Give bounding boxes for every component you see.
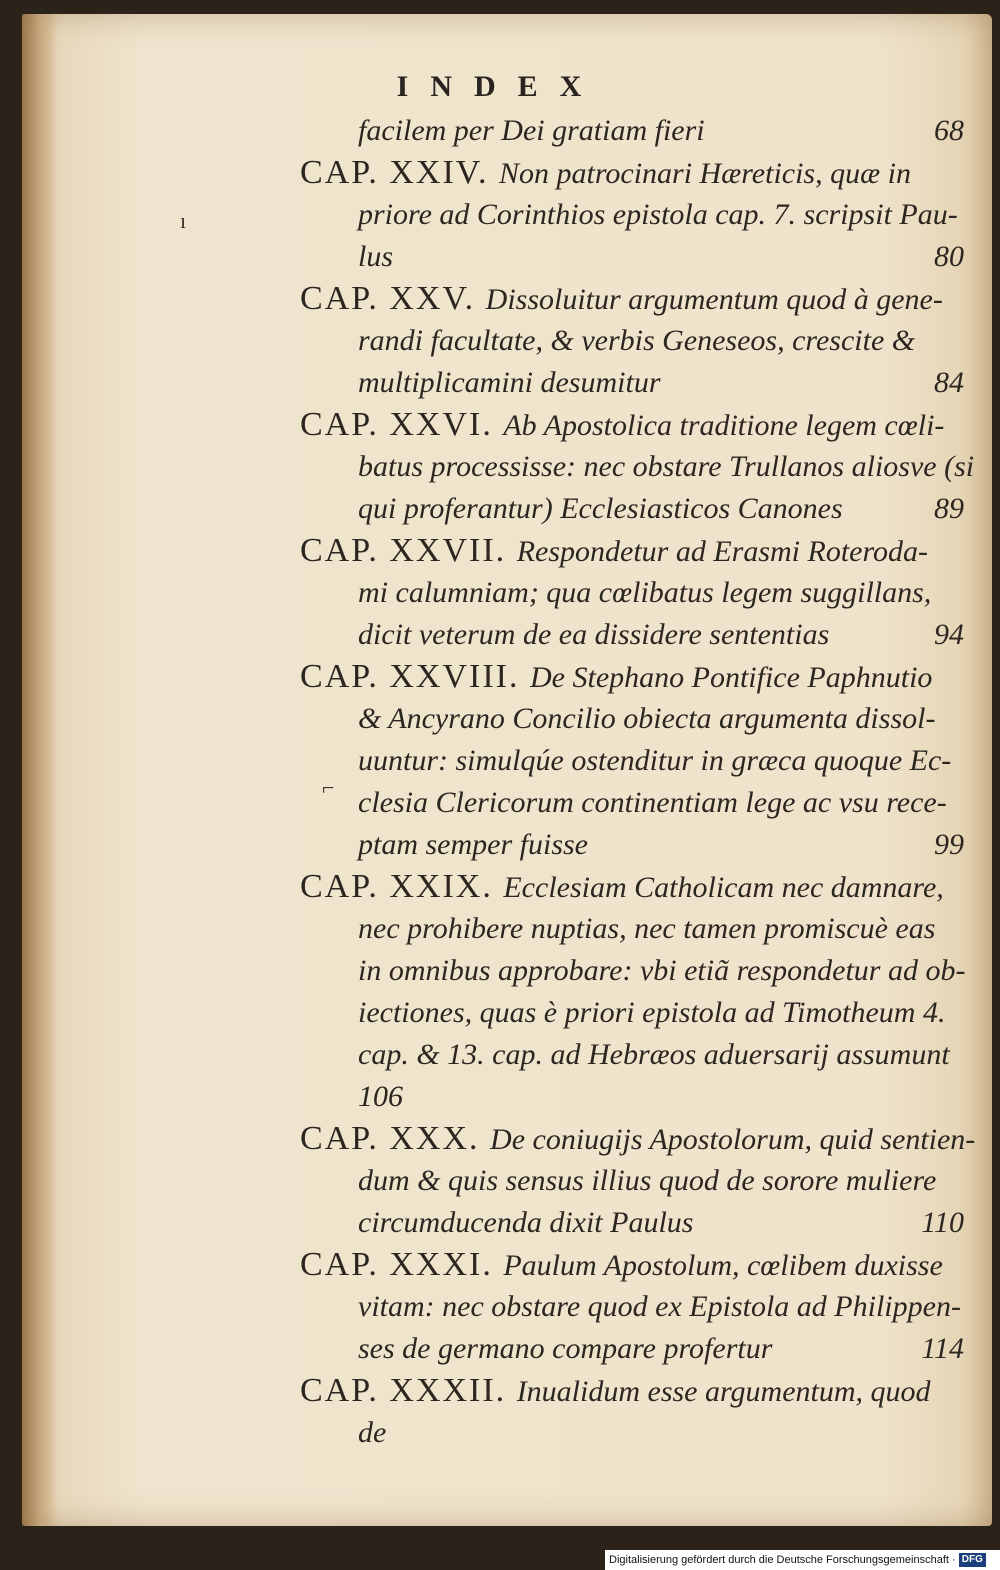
chapter-label: CAP. XXIX.	[300, 868, 504, 905]
entry-text: qui proferantur) Ecclesiasticos Canones	[358, 492, 843, 525]
entry-line	[300, 1118, 976, 1160]
index-entry	[300, 530, 970, 656]
line-text: facilem per Dei gratiam fieri	[358, 114, 705, 147]
index-entry	[300, 278, 970, 404]
entry-line	[300, 488, 970, 530]
chapter-label: CAP. XXVI.	[300, 406, 504, 443]
entry-text: priore ad Corinthios epistola cap. 7. scripsit Pau-	[358, 198, 958, 231]
page-number: 80	[934, 240, 964, 273]
entry-text: & Ancyrano Concilio obiecta argumenta dissol-	[358, 702, 936, 735]
page-header: INDEX	[396, 70, 604, 103]
entry-text: randi facultate, & verbis Geneseos, crescite &	[358, 324, 916, 357]
chapter-label: CAP. XXXI.	[300, 1246, 504, 1283]
index-entry	[300, 1118, 976, 1244]
entry-text: ptam semper fuisse	[358, 828, 588, 861]
entry-text: nec prohibere nuptias, nec tamen promiscuè eas	[358, 912, 936, 945]
page-number: 84	[934, 366, 964, 399]
entry-line	[300, 278, 970, 320]
entry-line	[300, 866, 970, 908]
page-number: 114	[921, 1332, 964, 1365]
entry-text: dicit veterum de ea dissidere sententias	[358, 618, 830, 651]
entry-line	[300, 236, 970, 278]
entry-line	[300, 824, 970, 866]
page-number: 89	[934, 492, 964, 525]
margin-mark: ⌐	[322, 775, 335, 800]
entry-text: De coniugijs Apostolorum, quid sentien-	[490, 1123, 976, 1156]
entry-text: Ecclesiam Catholicam nec damnare,	[503, 871, 944, 904]
chapter-label: CAP. XXVIII.	[300, 658, 530, 695]
entry-line	[300, 1202, 970, 1244]
entry-line	[300, 1328, 970, 1370]
entry-text: batus processisse: nec obstare Trullanos aliosve (si	[358, 450, 975, 483]
entry-text: lus	[358, 240, 394, 273]
continuation-line	[300, 110, 970, 152]
entry-line	[300, 950, 970, 992]
margin-mark: ı	[180, 208, 187, 233]
entry-line	[300, 656, 970, 698]
entry-text: Dissoluitur argumentum quod à gene-	[485, 283, 943, 316]
entry-line	[300, 320, 970, 362]
entry-line	[300, 1034, 970, 1076]
entry-text: ses de germano compare profertur	[358, 1332, 773, 1365]
footer-text: Digitalisierung gefördert durch die Deutsche Forschungsgemeinschaft	[609, 1554, 949, 1566]
entry-line	[300, 446, 975, 488]
entry-line	[300, 530, 970, 572]
entry-line	[300, 782, 970, 824]
index-entry	[300, 1370, 970, 1454]
entry-line	[300, 194, 970, 236]
entry-text: 106	[358, 1080, 403, 1113]
entry-text: Paulum Apostolum, cœlibem duxisse	[503, 1249, 943, 1282]
chapter-label: CAP. XXVII.	[300, 532, 517, 569]
entry-line	[300, 698, 970, 740]
entry-line	[300, 362, 970, 404]
page-number: 68	[934, 114, 964, 147]
entry-line	[300, 152, 970, 194]
index-entry	[300, 1244, 970, 1370]
entry-text: uuntur: simulqúe ostenditur in græca quoque Ec-	[358, 744, 952, 777]
entry-text: dum & quis sensus illius quod de sorore muliere	[358, 1164, 937, 1197]
page-number: 94	[934, 618, 964, 651]
index-entry	[300, 404, 975, 530]
entry-line	[300, 614, 970, 656]
index-entry	[300, 152, 970, 278]
dfg-logo: DFG	[959, 1553, 986, 1567]
entry-line	[300, 1244, 970, 1286]
entry-line	[300, 572, 970, 614]
entry-line	[300, 404, 970, 446]
index-entries	[300, 152, 976, 1454]
entry-text: clesia Clericorum continentiam lege ac vsu rece-	[358, 786, 947, 819]
entry-text: Non patrocinari Hæreticis, quæ in	[498, 157, 911, 190]
digitization-footer: Digitalisierung gefördert durch die Deutsche Forschungsgemeinschaft · DFG	[605, 1550, 1000, 1570]
entry-line	[300, 1286, 970, 1328]
chapter-label: CAP. XXXII.	[300, 1372, 517, 1409]
page-binding-shadow	[22, 14, 56, 1526]
entry-text: mi calumniam; qua cœlibatus legem suggillans,	[358, 576, 932, 609]
index-entry	[300, 866, 970, 1118]
entry-text: Inualidum esse argumentum, quod	[516, 1375, 931, 1408]
chapter-label: CAP. XXV.	[300, 280, 486, 317]
entry-line	[300, 740, 970, 782]
page-number: 99	[934, 828, 964, 861]
entry-text: in omnibus approbare: vbi etiã respondetur ad ob-	[358, 954, 966, 987]
entry-text: multiplicamini desumitur	[358, 366, 661, 399]
entry-text: iectiones, quas è priori epistola ad Timotheum 4.	[358, 996, 946, 1029]
entry-text: circumducenda dixit Paulus	[358, 1206, 694, 1239]
entry-text: de	[358, 1416, 387, 1449]
entry-text: Ab Apostolica traditione legem cœli-	[503, 409, 945, 442]
entry-line	[300, 908, 970, 950]
entry-text: De Stephano Pontifice Paphnutio	[530, 661, 933, 694]
entry-line	[300, 1160, 970, 1202]
entry-text: vitam: nec obstare quod ex Epistola ad Philippen-	[358, 1290, 961, 1323]
chapter-label: CAP. XXX.	[300, 1120, 491, 1157]
entry-text: Respondetur ad Erasmi Roteroda-	[516, 535, 929, 568]
index-text	[300, 110, 976, 1454]
chapter-label: CAP. XXIV.	[300, 154, 499, 191]
page-number: 110	[921, 1206, 964, 1239]
entry-line	[300, 1412, 970, 1454]
index-entry	[300, 656, 970, 866]
entry-text: cap. & 13. cap. ad Hebræos aduersarij assumunt	[358, 1038, 950, 1071]
entry-line	[300, 1076, 970, 1118]
entry-line	[300, 1370, 970, 1412]
entry-line	[300, 992, 970, 1034]
